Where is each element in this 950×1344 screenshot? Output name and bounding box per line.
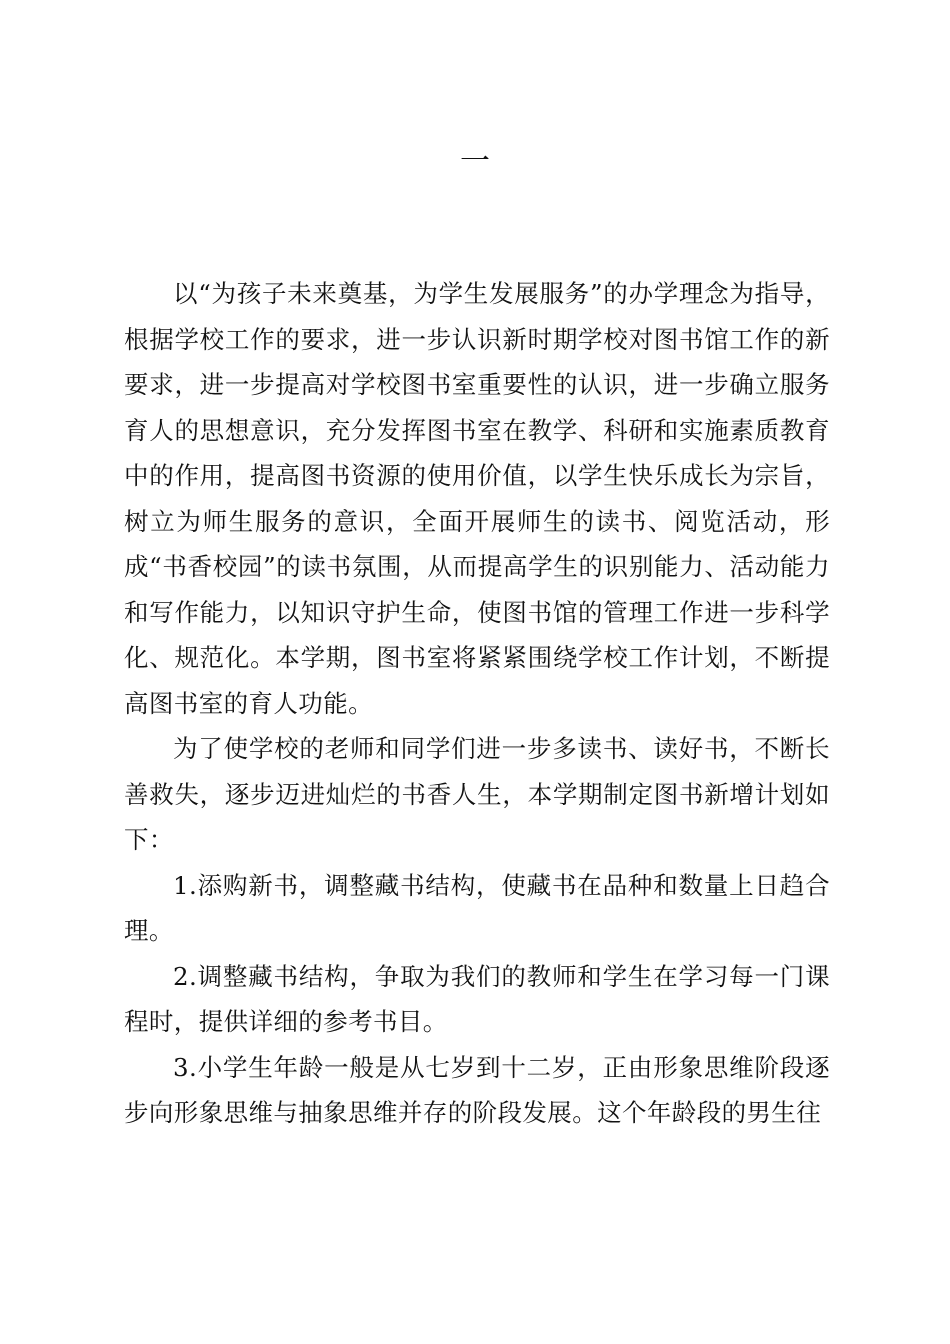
paragraph-plan-intro: 为了使学校的老师和同学们进一步多读书、读好书，不断长善救失，逐步迈进灿烂的书香人生，本学期制定图书新增计划如下： xyxy=(124,734,830,854)
section-heading: 一 xyxy=(460,144,490,179)
paragraph-item-1: 1.添购新书，调整藏书结构，使藏书在品种和数量上日趋合理。 xyxy=(124,870,830,945)
paragraph-item-3: 3.小学生年龄一般是从七岁到十二岁，正由形象思维阶段逐步向形象思维与抽象思维并存的阶段发展。这个年龄段的男生往 xyxy=(124,1052,830,1127)
paragraph-item-2: 2.调整藏书结构，争取为我们的教师和学生在学习每一门课程时，提供详细的参考书目。 xyxy=(124,961,830,1036)
paragraph-intro: 以“为孩子未来奠基，为学生发展服务”的办学理念为指导，根据学校工作的要求，进一步认识新时期学校对图书馆工作的新要求，进一步提高对学校图书室重要性的认识，进一步确立服务育人的思想意识，充分发挥图书室在教学、科研和实施素质教育中的作用，提高图书资源的使用价值，以学生快乐成长为宗旨，树立为师生服务的意识，全面开展师生的读书、阅览活动，形成“书香校园”的读书氛围，从而提高学生的识别能力、活动能力和写作能力，以知识守护生命，使图书馆的管理工作进一步科学化、规范化。本学期，图书室将紧紧围绕学校工作计划，不断提高图书室的育人功能。 xyxy=(124,279,830,718)
document-body xyxy=(124,271,830,1136)
